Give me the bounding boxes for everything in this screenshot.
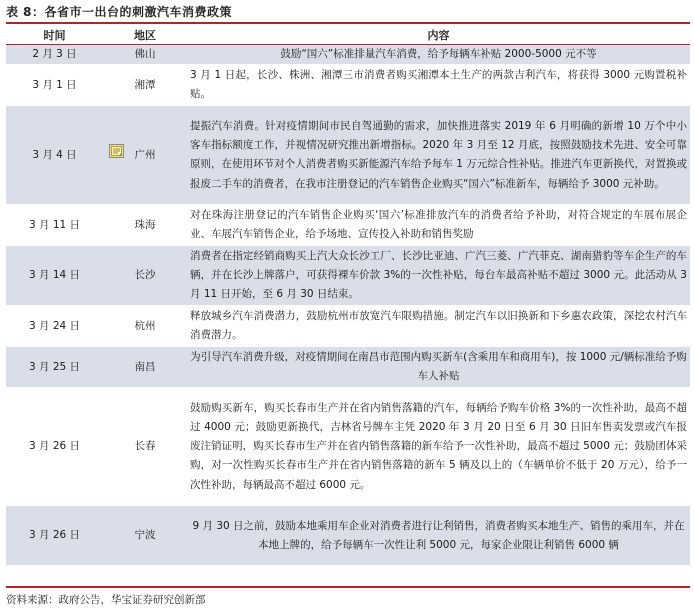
row-content: 释放城乡汽车消费潜力，鼓励杭州市放宽汽车限购措施。制定汽车以旧换新和下乡惠农政策，深挖农村汽车消费潜力。 [187,306,690,347]
row-city: 南昌 [103,347,187,388]
row-city: 杭州 [103,306,187,347]
row-content: 3 月 1 日起，长沙、株洲、湘潭三市消费者购买湘潭本土生产的两款吉利汽车，将获得 3000 元购置税补贴。 [187,65,690,106]
row-content: 消费者在指定经销商购买上汽大众长沙工厂、长沙比亚迪、广汽三菱、广汽菲克、湖南猎豹等车企生产的车辆，并在长沙上牌落户，可获得裸车价款 3%的一次性补贴，每台车最高补贴不超过 3000 元。此活动从 3 月 11 日开始，至 6 月 30 日结束。 [187,246,690,306]
row-city: 广州 [134,148,156,161]
header-content: 内容 [187,26,690,45]
row-date: 3 月 4 日 [6,106,103,205]
row-date: 2 月 3 日 [6,45,103,65]
table-title: 表 8：各省市一出台的刺激汽车消费政策 [6,5,233,19]
row-city: 长春 [103,388,187,506]
row-date: 3 月 14 日 [6,246,103,306]
top-rule [6,22,690,24]
table-header-row [6,26,690,45]
row-date: 3 月 26 日 [6,388,103,506]
row-content: 提振汽车消费。针对疫情期间市民自驾通勤的需求，加快推进落实 2019 年 6 月明确的新增 10 万个中小客车指标额度工作，并视情况研究推出新增指标。2020 年 3 月至 12 月底，按照鼓励技术先进、安全可靠原则，在使用环节对个人消费者购买新能源汽车给予每车 1 万元综合性补贴。推进汽车更新换代，对置换或报废二手车的消费者，在我市注册登记的汽车销售企业购买“国六”标准新车，每辆给予 3000 元补助。 [187,106,690,205]
row-date: 3 月 11 日 [6,205,103,246]
row-city: 佛山 [103,45,187,65]
row-city-cell [103,106,187,205]
header-date: 时间 [6,26,103,45]
note-icon[interactable] [109,144,124,158]
table-row [6,106,690,205]
source-note: 资料来源：政府公告，华宝证券研究创新部 [6,594,206,606]
row-content: 9 月 30 日之前，鼓励本地乘用车企业对消费者进行让利销售，消费者购买本地生产、销售的乘用车，并在本地上牌的，给予每辆车一次性让利 5000 元，每家企业限让利销售 6000 辆 [187,506,690,566]
row-content: 对在珠海注册登记的汽车销售企业购买‘国六’标准排放汽车的消费者给予补助，对符合规定的车展布展企业、车展汽车销售企业，给予场地、宣传投入补助和销售奖励 [187,205,690,246]
table-row [6,306,690,347]
row-content: 鼓励“国六”标准排量汽车消费，给予每辆车补贴 2000-5000 元不等 [187,45,690,65]
row-date: 3 月 1 日 [6,65,103,106]
row-city: 长沙 [103,246,187,306]
row-city: 珠海 [103,205,187,246]
policy-table [6,26,690,566]
table-row [6,65,690,106]
table-row [6,506,690,566]
table-row [6,388,690,506]
table-row [6,45,690,65]
row-city: 宁波 [103,506,187,566]
row-content: 为引导汽车消费升级，对疫情期间在南昌市范围内购买新车(含乘用车和商用车)，按 1000 元/辆标准给予购车人补贴 [187,347,690,388]
row-date: 3 月 25 日 [6,347,103,388]
row-date: 3 月 24 日 [6,306,103,347]
table-row [6,246,690,306]
table-row [6,205,690,246]
city-wrap [135,146,156,165]
row-content: 鼓励购买新车，购买长春市生产并在省内销售落籍的汽车，每辆给予购车价格 3%的一次性补助，最高不超过 4000 元；鼓励更新换代，吉林省号牌车主凭 2020 年 3 月 20 日至 6 月 30 日旧车售卖发票或汽车报废注销证明，购买长春市生产并在省内销售落籍的新车给予一次性补助，最高不超过 5000 元；鼓励团体采购，对一次性购买长春市生产并在省内销售落籍的新车 5 辆及以上的（车辆单价不低于 20 万元），给予一次性补助，每辆最高不超过 6000 元。 [187,388,690,506]
table-row [6,347,690,388]
header-city: 地区 [103,26,187,45]
bottom-rule [6,586,690,588]
row-date: 3 月 26 日 [6,506,103,566]
row-city: 湘潭 [103,65,187,106]
